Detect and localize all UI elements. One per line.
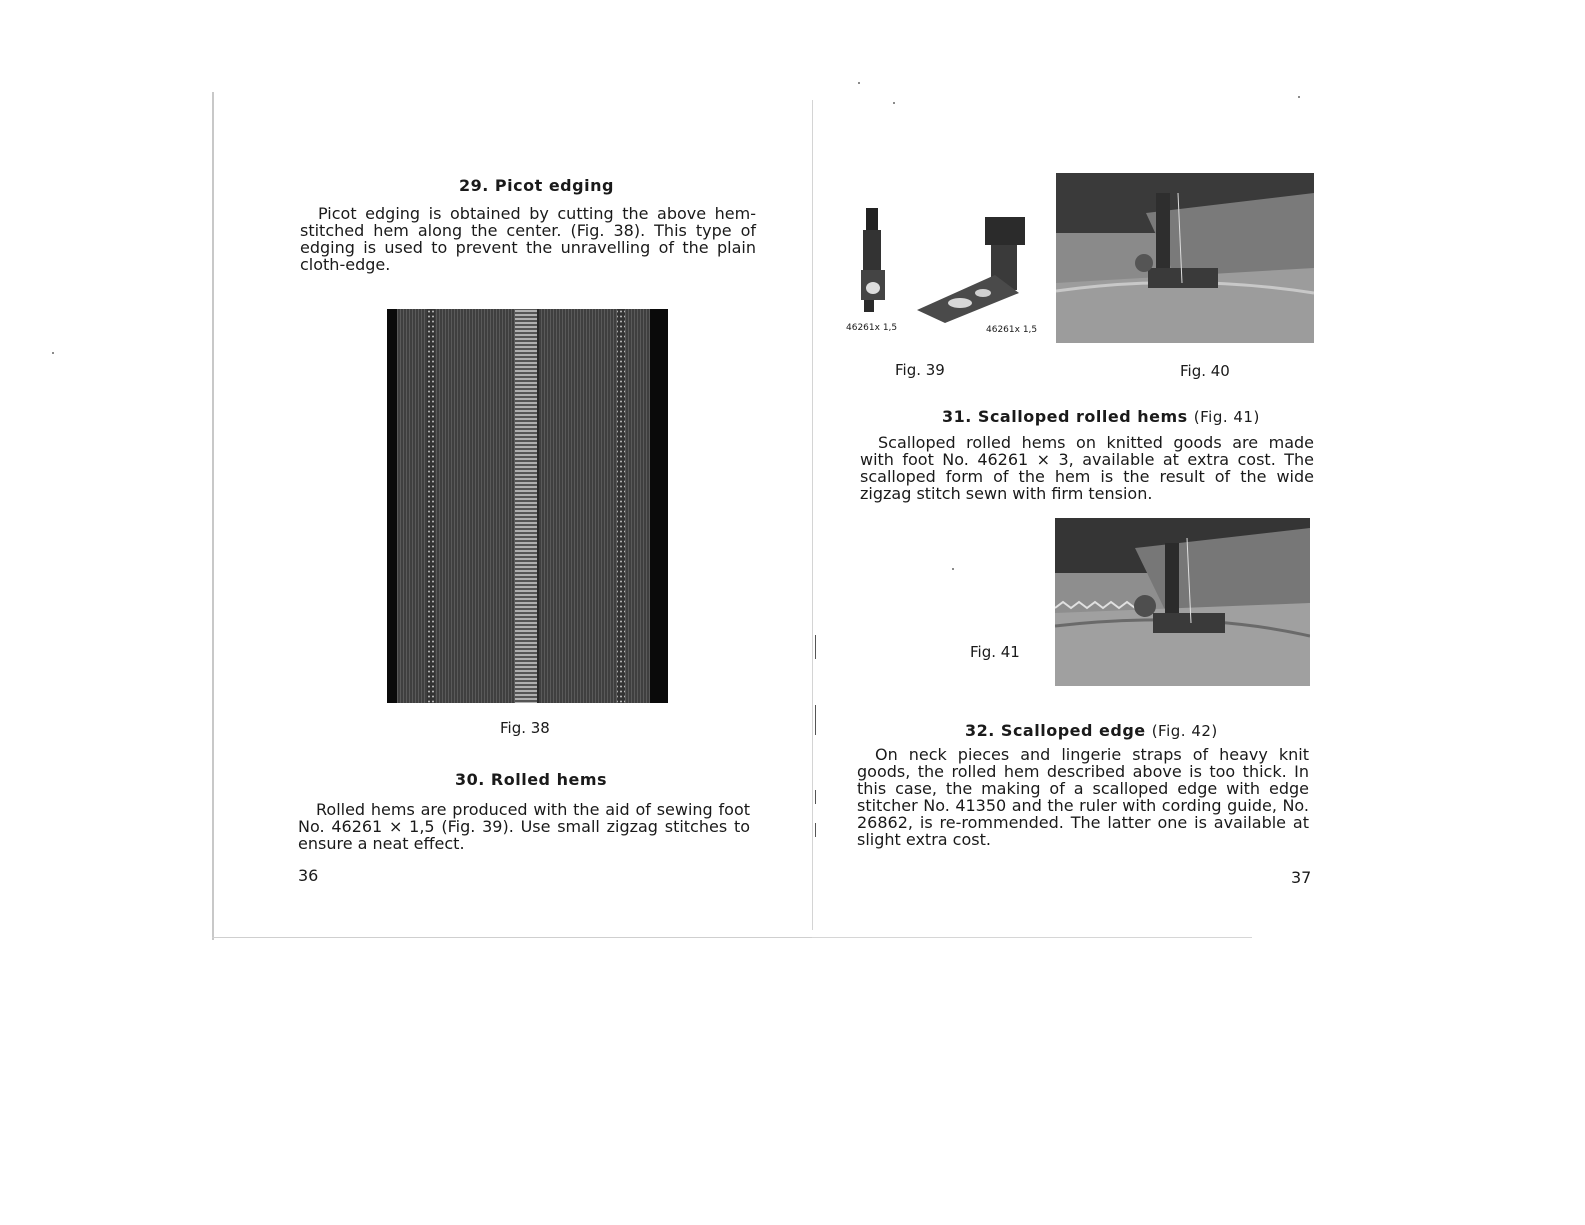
scan-speck [952,568,954,570]
presser-foot-side-icon [858,206,888,316]
left-page-edge [212,92,214,940]
section-31-heading [942,407,1260,426]
gutter-mark [815,705,816,735]
presser-foot-angle-icon [915,215,1035,325]
fig-39-foot-angle-view [915,215,1035,325]
scan-speck [858,82,860,84]
gutter-mark [815,823,816,837]
right-page-number: 37 [1291,868,1312,887]
fig-38-caption: Fig. 38 [500,719,550,737]
section-30-body: Rolled hems are produced with the aid of sewing foot No. 46261 × 1,5 (Fig. 39). Use small zigzag stitches to ensure a neat effect. [298,800,750,853]
section-29-body: Picot edging is obtained by cutting the above hem-stitched hem along the center. (Fig. 38). This type of edging is used to prevent the unravelling of the plain cloth-edge. [300,204,756,274]
section-30-title: Rolled hems [490,770,608,789]
fig-40-caption: Fig. 40 [1180,362,1230,380]
fig-39-foot-side-view [858,206,888,316]
fig-38-fabric-photo [387,309,668,703]
fig-40-image [1056,173,1314,343]
fig-39-part-label-2: 46261x 1,5 [986,325,1038,335]
section-30-heading [455,770,607,789]
fig-40-photo [1056,173,1314,343]
section-29-number: 29. [459,176,489,195]
section-32-heading [965,721,1218,740]
left-page-bottom-edge [212,937,812,938]
section-32-body: On neck pieces and lingerie straps of heavy knit goods, the rolled hem described above is too thick. In this case, the making of a scalloped edge with edge stitcher No. 41350 and the ruler with cording guide, No. 26862, is re-rommended. The latter one is available at slight extra cost. [857,745,1309,849]
fig-41-photo [1055,518,1310,686]
gutter-mark [815,635,816,659]
section-29-heading [459,176,614,195]
section-30-number: 30. [455,770,485,789]
fig-41-image [1055,518,1310,686]
section-32-title: Scalloped edge [1000,721,1146,740]
section-31-title: Scalloped rolled hems [977,407,1188,426]
page-gutter [812,100,813,930]
fig-39-caption: Fig. 39 [895,361,945,379]
section-31-figure-ref: (Fig. 41) [1193,408,1260,426]
scan-speck [52,352,54,354]
scan-speck [893,102,895,104]
scan-speck [1298,96,1300,98]
section-32-figure-ref: (Fig. 42) [1151,722,1218,740]
fig-41-caption: Fig. 41 [970,643,1020,661]
section-31-number: 31. [942,407,972,426]
fig-38-image [387,309,668,703]
section-32-number: 32. [965,721,995,740]
right-page-bottom-edge [812,937,1252,938]
fig-39-part-label-1: 46261x 1,5 [846,323,898,333]
gutter-mark [815,790,816,804]
section-31-body: Scalloped rolled hems on knitted goods are made with foot No. 46261 × 3, available at extra cost. The scalloped form of the hem is the result of the wide zigzag stitch sewn with firm tension. [860,433,1314,503]
section-29-title: Picot edging [494,176,614,195]
left-page-number: 36 [298,866,319,885]
